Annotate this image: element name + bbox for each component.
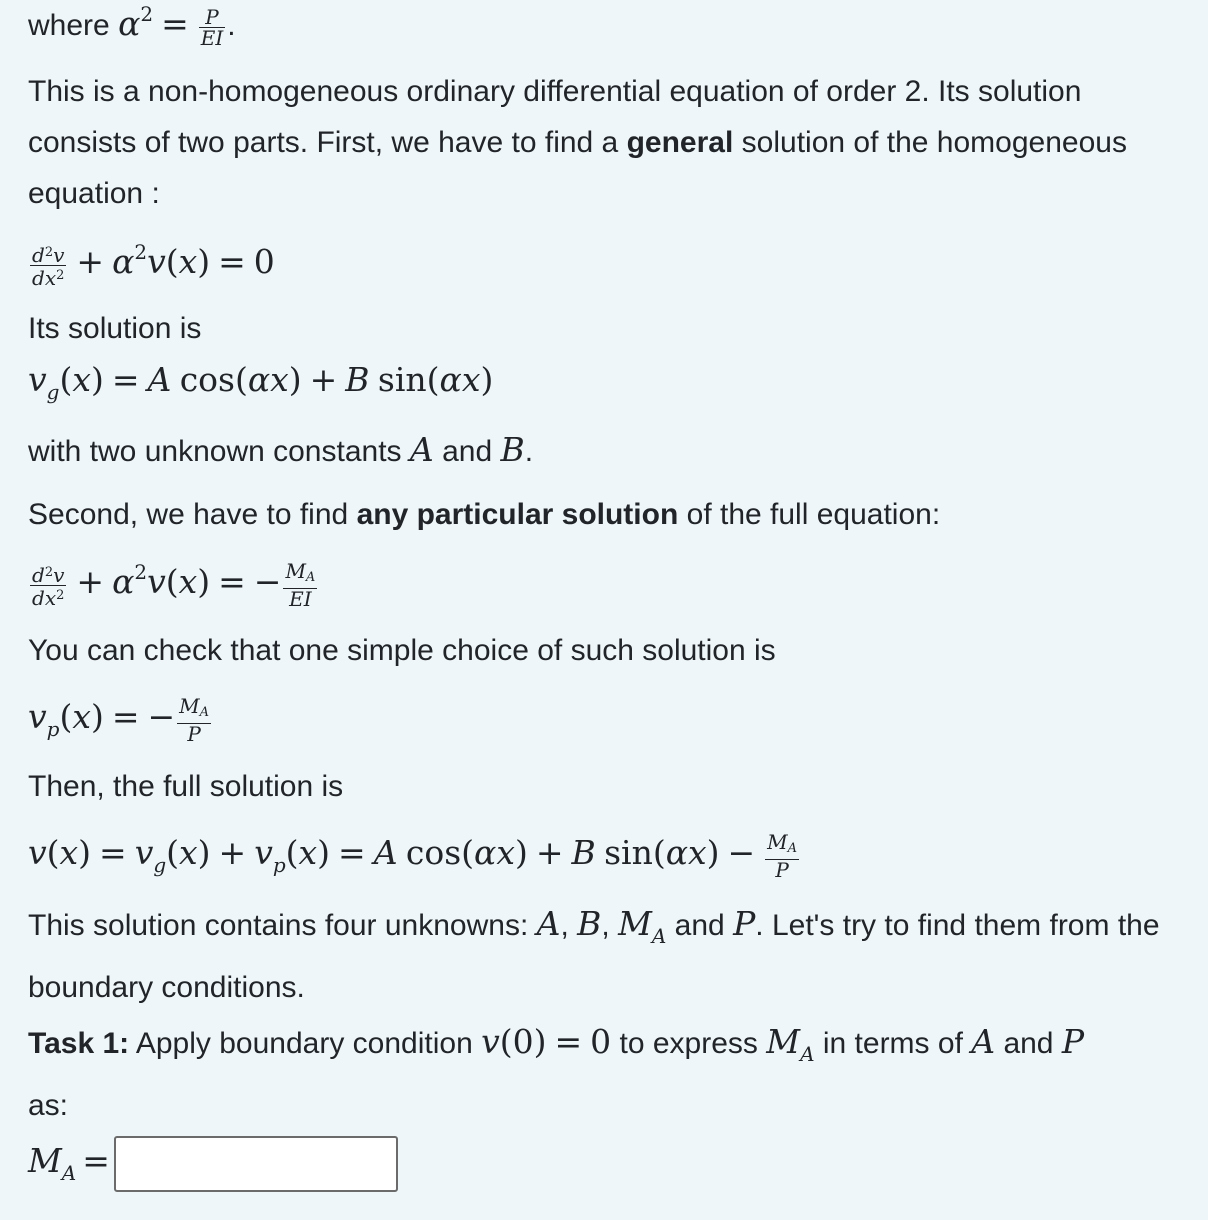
general-solution-equation: $v_g(x) = A$ cos(αx) + B sin(αx) bbox=[28, 360, 494, 404]
then-text: Then, the full solution is bbox=[28, 770, 344, 803]
full-solution-equation: $v(x) = v_g(x) + v_p(x) = A$ cos(αx) + B sin(αx) − $\frac{MA}{P}$ bbox=[28, 830, 798, 882]
ma-answer-input[interactable] bbox=[114, 1136, 398, 1192]
fraction-p-over-ei: $\frac{P}{EI}$ bbox=[200, 4, 224, 50]
its-solution-text: Its solution is bbox=[28, 312, 202, 345]
task-1-paragraph: Task 1: Apply boundary condition v(0) = 0 to express $M_A$ in terms of A and P as: bbox=[28, 1022, 1085, 1122]
check-text: You can check that one simple choice of such solution is bbox=[28, 634, 776, 667]
homogeneous-equation: $\frac{d^2v}{dx^2}$ + $\alpha^2v(x) = 0$ bbox=[32, 240, 275, 290]
particular-solution-paragraph: Second, we have to find any particular solution of the full equation: bbox=[28, 498, 941, 531]
answer-row: $M_A$ = bbox=[28, 1136, 398, 1192]
particular-solution-equation: $v_p(x)$ = − $\frac{MA}{P}$ bbox=[28, 694, 210, 746]
task-label: Task 1: bbox=[28, 1027, 130, 1060]
alpha-definition: where $\alpha^2$ = $\frac{P}{EI}$ . bbox=[28, 2, 236, 50]
unknown-constants-text: with two unknown constants A and B. bbox=[28, 430, 534, 469]
four-unknowns-paragraph: This solution contains four unknowns: A, B, $M_A$ and P. Let's try to find them from the boundary conditions. bbox=[28, 904, 1160, 1004]
intro-paragraph: This is a non-homogeneous ordinary differential equation of order 2. Its solution consists of two parts. First, we have to find a general solution of the homogeneous equation : bbox=[28, 75, 1127, 210]
full-equation: $\frac{d^2v}{dx^2}$ + $\alpha^2v(x)$ = − $\frac{MA}{EI}$ bbox=[32, 559, 316, 612]
